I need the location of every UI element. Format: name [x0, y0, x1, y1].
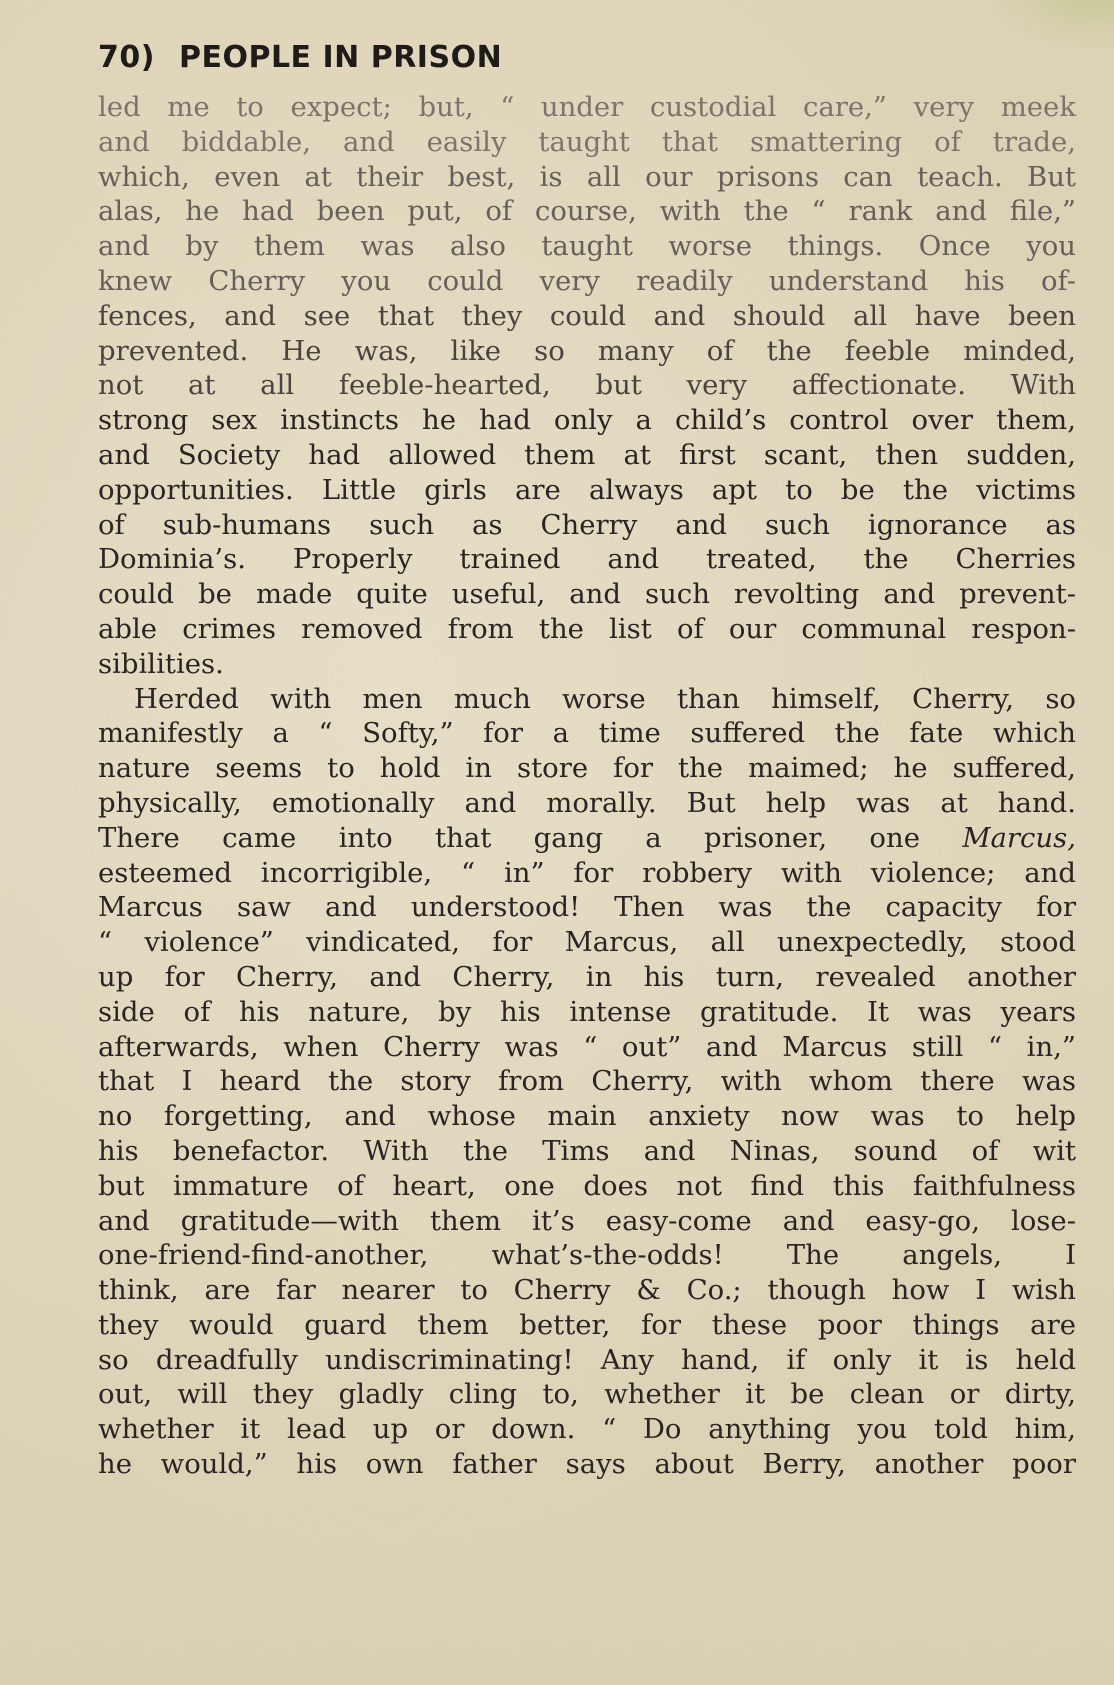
body-text: [98, 90, 1076, 1482]
text-line: led me to expect; but, “ under custodial care,” very meek: [98, 91, 1076, 123]
page-number: 70): [98, 39, 155, 75]
italic-name: Marcus,: [962, 821, 1076, 854]
text-line: which, even at their best, is all our prisons can teach. But: [98, 160, 1076, 193]
text-line: but immature of heart, one does not find this faithfulness: [98, 1169, 1076, 1202]
text-line: Marcus saw and understood! Then was the capacity for: [98, 891, 1076, 924]
text-line: opportunities. Little girls are always apt to be the victims: [98, 473, 1076, 506]
text-line: fences, and see that they could and should all have been: [98, 299, 1076, 332]
text-line: one-friend-find-another, what’s-the-odds! The angels, I: [98, 1239, 1076, 1272]
text-line: knew Cherry you could very readily understand his of-: [98, 264, 1076, 297]
text-line: and gratitude—with them it’s easy-come and easy-go, lose-: [98, 1204, 1076, 1237]
text-line: and by them was also taught worse things. Once you: [98, 230, 1076, 263]
text-line: up for Cherry, and Cherry, in his turn, revealed another: [98, 960, 1076, 993]
text-line: esteemed incorrigible, “ in” for robbery with violence; and: [98, 856, 1076, 889]
text-line: no forgetting, and whose main anxiety now was to help: [98, 1100, 1076, 1133]
text-line: sibilities.: [98, 647, 224, 680]
text-line: whether it lead up or down. “ Do anything you told him,: [98, 1413, 1076, 1446]
text-line: nature seems to hold in store for the maimed; he suffered,: [98, 752, 1076, 785]
text-line: side of his nature, by his intense gratitude. It was years: [98, 995, 1076, 1028]
chapter-title: PEOPLE IN PRISON: [178, 39, 503, 75]
text-line: and biddable, and easily taught that smattering of trade,: [98, 125, 1076, 158]
text-line: manifestly a “ Softy,” for a time suffered the fate which: [98, 717, 1076, 750]
text-line: alas, he had been put, of course, with the “ rank and file,”: [98, 195, 1076, 228]
text-line: strong sex instincts he had only a child’s control over them,: [98, 404, 1076, 437]
text-line: out, will they gladly cling to, whether it be clean or dirty,: [98, 1378, 1076, 1411]
text-line: afterwards, when Cherry was “ out” and Marcus still “ in,”: [98, 1030, 1076, 1063]
text-line: that I heard the story from Cherry, with whom there was: [98, 1065, 1076, 1098]
text-line-with-name: [98, 821, 1076, 856]
book-page: [98, 34, 1076, 1482]
text-line: of sub-humans such as Cherry and such ignorance as: [98, 508, 1076, 541]
text-line: think, are far nearer to Cherry & Co.; though how I wish: [98, 1274, 1076, 1307]
text-line: “ violence” vindicated, for Marcus, all unexpectedly, stood: [98, 926, 1076, 959]
running-head: [98, 34, 1076, 80]
text-line: Dominia’s. Properly trained and treated, the Cherries: [98, 543, 1076, 576]
text-line: and Society had allowed them at first scant, then sudden,: [98, 438, 1076, 471]
text-line: not at all feeble-hearted, but very affectionate. With: [98, 369, 1076, 402]
text-line: able crimes removed from the list of our communal respon-: [98, 612, 1076, 645]
text-line: so dreadfully undiscriminating! Any hand, if only it is held: [98, 1343, 1076, 1376]
text-line: prevented. He was, like so many of the feeble minded,: [98, 334, 1076, 367]
text-line: he would,” his own father says about Berry, another poor: [98, 1448, 1076, 1481]
text-line: they would guard them better, for these poor things are: [98, 1308, 1076, 1341]
text-segment: There came into that gang a prisoner, one: [98, 821, 920, 854]
text-line: could be made quite useful, and such revolting and prevent-: [98, 578, 1076, 611]
text-line: physically, emotionally and morally. But help was at hand.: [98, 786, 1076, 819]
text-line: his benefactor. With the Tims and Ninas, sound of wit: [98, 1134, 1076, 1167]
text-line: Herded with men much worse than himself, Cherry, so: [134, 682, 1076, 715]
